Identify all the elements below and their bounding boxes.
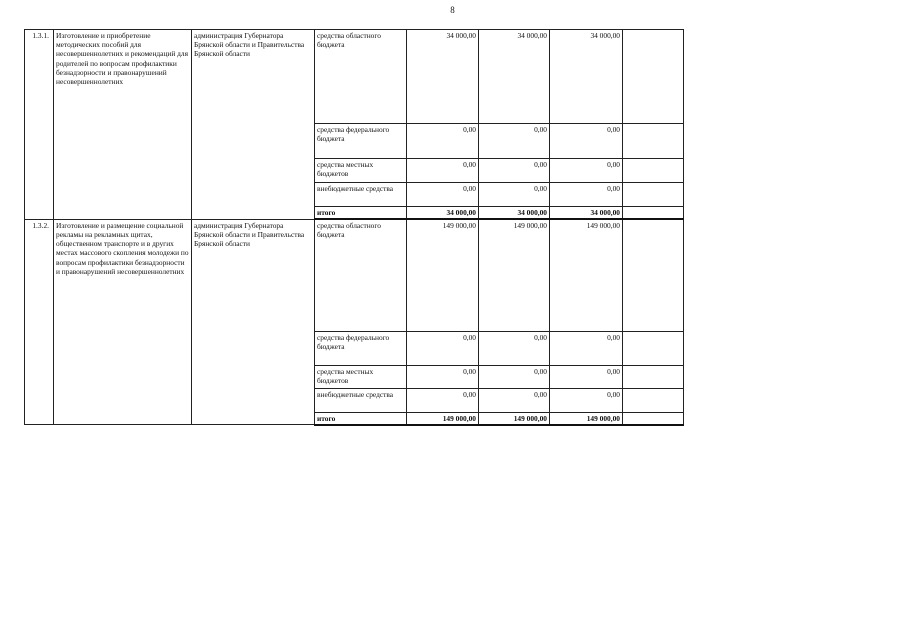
amount-cell: 0,00 xyxy=(479,159,550,183)
amount-cell: 0,00 xyxy=(550,183,623,207)
activity-description: Изготовление и приобретение методических пособий для несовершеннолетних и рекомендаций для родителей по вопросам профилактики безнадзорности и правонарушений несовершеннолетних xyxy=(54,30,192,220)
amount-cell: 0,00 xyxy=(479,331,550,365)
total-label: итого xyxy=(315,207,407,220)
item-number: 1.3.2. xyxy=(25,219,54,425)
table-row xyxy=(25,30,684,124)
total-amount: 149 000,00 xyxy=(479,412,550,425)
amount-cell: 0,00 xyxy=(479,365,550,388)
amount-cell: 0,00 xyxy=(550,159,623,183)
empty-cell xyxy=(623,30,684,124)
empty-cell xyxy=(623,388,684,412)
funding-source: средства местных бюджетов xyxy=(315,159,407,183)
empty-cell xyxy=(623,159,684,183)
funding-source: средства федерального бюджета xyxy=(315,331,407,365)
total-amount: 34 000,00 xyxy=(407,207,479,220)
amount-cell: 0,00 xyxy=(550,331,623,365)
amount-cell: 0,00 xyxy=(407,331,479,365)
amount-cell: 34 000,00 xyxy=(479,30,550,124)
funding-source: средства федерального бюджета xyxy=(315,124,407,159)
amount-cell: 0,00 xyxy=(407,183,479,207)
amount-cell: 0,00 xyxy=(407,365,479,388)
amount-cell: 0,00 xyxy=(550,388,623,412)
executor: администрация Губернатора Брянской области и Правительства Брянской области xyxy=(192,30,315,220)
item-number: 1.3.1. xyxy=(25,30,54,220)
total-amount: 149 000,00 xyxy=(550,412,623,425)
table-row xyxy=(25,219,684,331)
amount-cell: 0,00 xyxy=(479,388,550,412)
amount-cell: 149 000,00 xyxy=(550,219,623,331)
amount-cell: 149 000,00 xyxy=(479,219,550,331)
total-amount: 34 000,00 xyxy=(550,207,623,220)
empty-cell xyxy=(623,124,684,159)
page-number: 8 xyxy=(450,5,455,15)
total-amount: 34 000,00 xyxy=(479,207,550,220)
amount-cell: 34 000,00 xyxy=(407,30,479,124)
funding-source: внебюджетные средства xyxy=(315,388,407,412)
funding-source: средства областного бюджета xyxy=(315,30,407,124)
amount-cell: 0,00 xyxy=(550,365,623,388)
empty-cell xyxy=(623,219,684,331)
funding-source: средства местных бюджетов xyxy=(315,365,407,388)
empty-cell xyxy=(623,183,684,207)
total-amount: 149 000,00 xyxy=(407,412,479,425)
executor: администрация Губернатора Брянской области и Правительства Брянской области xyxy=(192,219,315,425)
empty-cell xyxy=(623,331,684,365)
amount-cell: 0,00 xyxy=(407,124,479,159)
activity-description: Изготовление и размещение социальной рекламы на рекламных щитах, общественном транспорте и в других местах массового скопления молодежи по вопросам профилактики безнадзорности и правонарушений несовершеннолетних xyxy=(54,219,192,425)
funding-source: средства областного бюджета xyxy=(315,219,407,331)
amount-cell: 0,00 xyxy=(550,124,623,159)
amount-cell: 34 000,00 xyxy=(550,30,623,124)
total-label: итого xyxy=(315,412,407,425)
empty-cell xyxy=(623,412,684,425)
budget-table xyxy=(24,29,684,426)
amount-cell: 0,00 xyxy=(479,183,550,207)
funding-source: внебюджетные средства xyxy=(315,183,407,207)
amount-cell: 149 000,00 xyxy=(407,219,479,331)
amount-cell: 0,00 xyxy=(407,159,479,183)
empty-cell xyxy=(623,207,684,220)
empty-cell xyxy=(623,365,684,388)
amount-cell: 0,00 xyxy=(479,124,550,159)
amount-cell: 0,00 xyxy=(407,388,479,412)
